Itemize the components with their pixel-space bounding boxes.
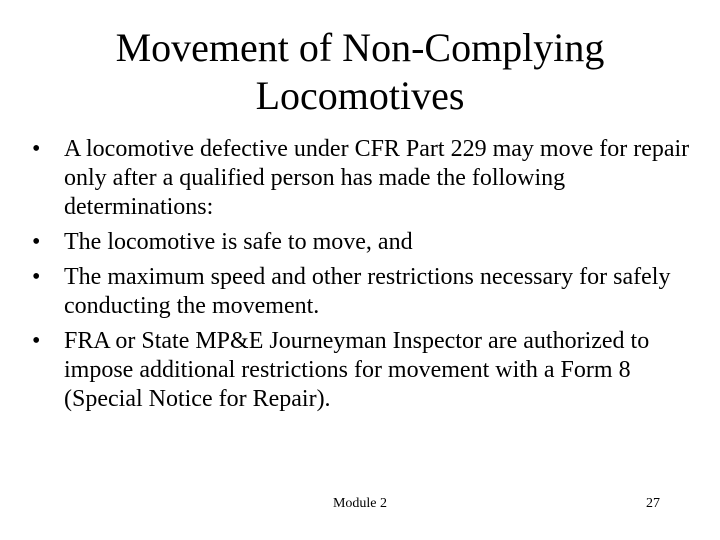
bullet-dot-icon: •	[32, 136, 41, 162]
slide-title	[60, 24, 660, 120]
bullet-item	[30, 263, 690, 321]
bullet-item	[30, 228, 690, 257]
bullet-item	[30, 135, 690, 222]
bullet-list	[30, 135, 690, 420]
bullet-dot-icon: •	[32, 264, 41, 290]
bullet-dot-icon: •	[32, 328, 41, 354]
bullet-text: The locomotive is safe to move, and	[64, 229, 413, 255]
bullet-text: A locomotive defective under CFR Part 229 may move for repair only after a qualified person has made the following determinations:	[64, 136, 690, 220]
bullet-text: The maximum speed and other restrictions necessary for safely conducting the movement.	[64, 264, 671, 319]
slide-title-line-2: Locomotives	[255, 73, 465, 118]
bullet-dot-icon: •	[32, 229, 41, 255]
bullet-text: FRA or State MP&E Journeyman Inspector are authorized to impose additional restrictions for movement with a Form 8 (Special Notice for Repair).	[64, 328, 650, 412]
bullet-item	[30, 327, 690, 414]
footer-module-label: Module 2	[332, 496, 388, 511]
slide-title-line-1: Movement of Non-Complying	[115, 25, 605, 70]
footer-page-number: 27	[646, 496, 660, 511]
